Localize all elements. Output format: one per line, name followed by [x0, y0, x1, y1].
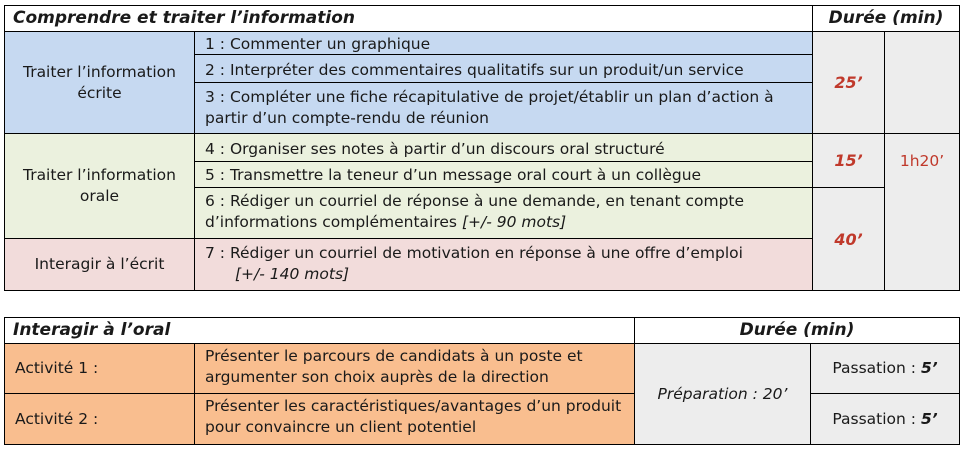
item-2: 2 : Interpréter des commentaires qualitatifs sur un produit/un service — [195, 55, 812, 82]
activity-1-label: Activité 1 : — [5, 344, 194, 393]
duration-25: 25’ — [813, 32, 884, 133]
item-1: 1 : Commenter un graphique — [195, 32, 812, 54]
item-3: 3 : Compléter une fiche récapitulative de projet/établir un plan d’action à partir d’un compte-rendu de réunion — [195, 83, 812, 133]
item-6-note: [+/- 90 mots] — [461, 213, 567, 231]
duration-15: 15’ — [813, 134, 884, 187]
passation-2: Passation : 5’ — [811, 394, 959, 444]
category-oral: Traiter l’information orale — [5, 134, 194, 238]
duration-40: 40’ — [813, 188, 884, 290]
table2-header-title: Interagir à l’oral — [13, 319, 171, 340]
category-interact-written: Interagir à l’écrit — [5, 239, 194, 290]
table1-header-duration: Durée (min) — [828, 7, 944, 28]
category-written: Traiter l’information écrite — [5, 32, 194, 133]
activity-1-text: Présenter le parcours de candidats à un poste et argumenter son choix auprès de la direction — [195, 344, 634, 393]
activity-2-label: Activité 2 : — [5, 394, 194, 444]
preparation-duration: Préparation : 20’ — [635, 344, 810, 444]
duration-total: 1h20’ — [885, 32, 959, 290]
passation-1: Passation : 5’ — [811, 344, 959, 393]
item-5: 5 : Transmettre la teneur d’un message oral court à un collègue — [195, 162, 812, 187]
activity-2-text: Présenter les caractéristiques/avantages d’un produit pour convaincre un client potentiel — [195, 394, 634, 444]
item-6: 6 : Rédiger un courriel de réponse à une demande, en tenant compte d’informations complémentaires [+/- 90 mots] — [195, 188, 812, 238]
item-7: 7 : Rédiger un courriel de motivation en réponse à une offre d’emploi [+/- 140 mots] — [195, 239, 812, 290]
item-7-note: [+/- 140 mots] — [235, 265, 350, 283]
table1-header-title: Comprendre et traiter l’information — [13, 7, 355, 28]
table2-header-duration: Durée (min) — [739, 319, 855, 340]
item-4: 4 : Organiser ses notes à partir d’un discours oral structuré — [195, 134, 812, 161]
